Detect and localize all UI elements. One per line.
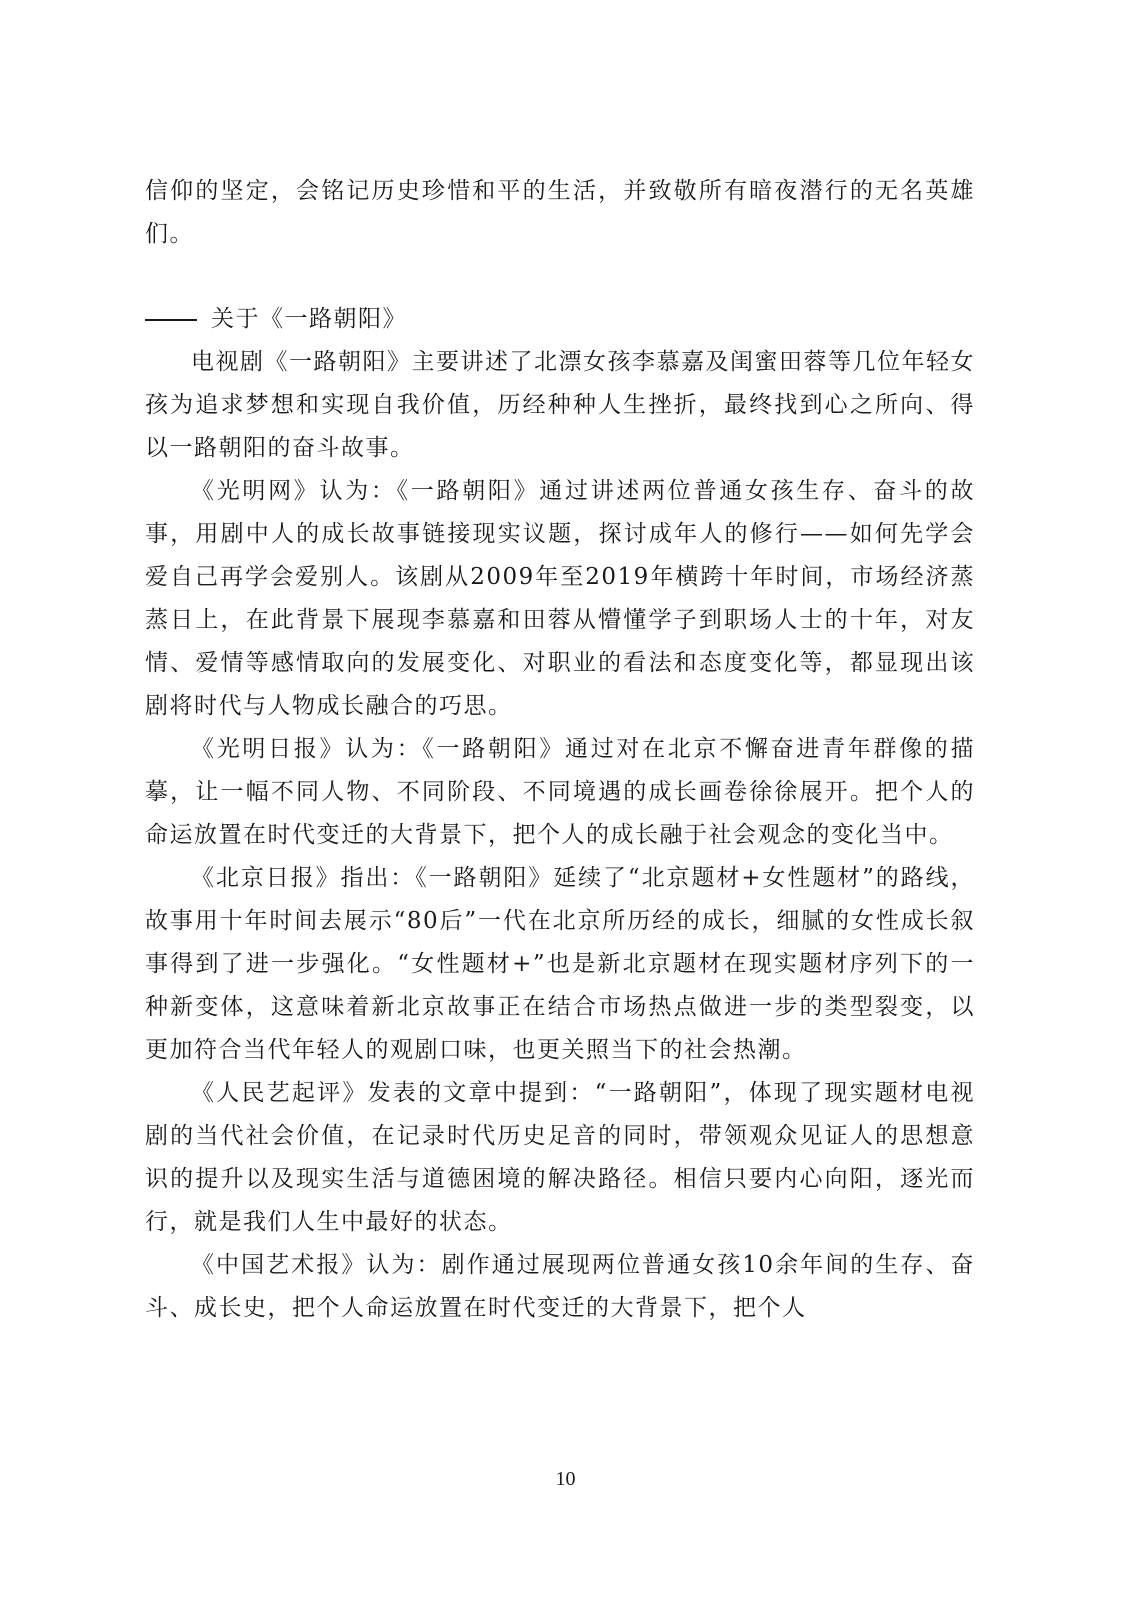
paragraph-beijing-daily: 《北京日报》指出：《一路朝阳》延续了“北京题材+女性题材”的路线，故事用十年时间去展示“80后”一代在北京所历经的成长，细腻的女性成长叙事得到了进一步强化。“女性题材+”也是新北京题材在现实题材序列下的一种新变体，这意味着新北京故事正在结合市场热点做进一步的类型裂变，以更加符合当代年轻人的观剧口味，也更关照当下的社会热潮。: [145, 865, 975, 1063]
paragraph-guangming-net: 《光明网》认为：《一路朝阳》通过讲述两位普通女孩生存、奋斗的故事，用剧中人的成长故事链接现实议题，探讨成年人的修行——如何先学会爱自己再学会爱别人。该剧从2009年至2019年横跨十年时间，市场经济蒸蒸日上，在此背景下展现李慕嘉和田蓉从懵懂学子到职场人士的十年，对友情、爱情等感情取向的发展变化、对职业的看法和态度变化等，都显现出该剧将时代与人物成长融合的巧思。: [145, 478, 975, 719]
paragraph-people-art-review: 《人民艺起评》发表的文章中提到：“一路朝阳”，体现了现实题材电视剧的当代社会价值，在记录时代历史足音的同时，带领观众见证人的思想意识的提升以及现实生活与道德困境的解决路径。相信只要内心向阳，逐光而行，就是我们人生中最好的状态。: [145, 1080, 975, 1235]
section-heading: [145, 298, 975, 341]
paragraph-china-art-news: 《中国艺术报》认为：剧作通过展现两位普通女孩10余年间的生存、奋斗、成长史，把个人命运放置在时代变迁的大背景下，把个人: [145, 1252, 975, 1321]
paragraph-summary: 电视剧《一路朝阳》主要讲述了北漂女孩李慕嘉及闺蜜田蓉等几位年轻女孩为追求梦想和实现自我价值，历经种种人生挫折，最终找到心之所向、得以一路朝阳的奋斗故事。: [145, 349, 975, 461]
continuation-paragraph: 信仰的坚定，会铭记历史珍惜和平的生活，并致敬所有暗夜潜行的无名英雄们。: [145, 178, 975, 247]
section-title: 关于《一路朝阳》: [211, 306, 407, 332]
paragraph-guangming-daily: 《光明日报》认为：《一路朝阳》通过对在北京不懈奋进青年群像的描摹，让一幅不同人物、不同阶段、不同境遇的成长画卷徐徐展开。把个人的命运放置在时代变迁的大背景下，把个人的成长融于社会观念的变化当中。: [145, 736, 975, 848]
heading-dash-rule: [145, 319, 197, 321]
document-page: [145, 170, 975, 1330]
page-number: 10: [555, 1468, 576, 1490]
